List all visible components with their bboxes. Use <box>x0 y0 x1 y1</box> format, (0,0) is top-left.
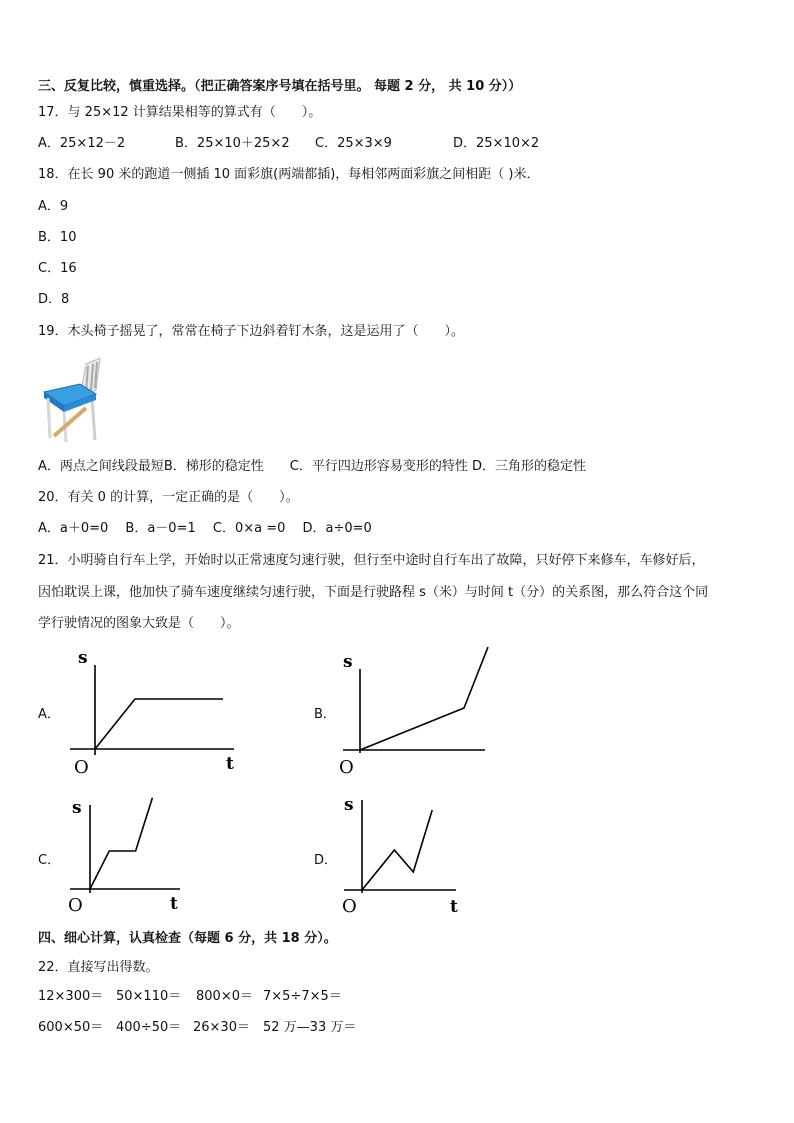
q21-line3: 学行驶情况的图象大致是（ ）。 <box>38 616 240 631</box>
q18-option-a: A．9 <box>38 199 69 214</box>
q22-r1-c4: 7×5÷7×5＝ <box>263 989 342 1004</box>
q20-options: A．a＋0=0 B．a－0=1 C．0×a =0 D．a÷0=0 <box>38 521 372 536</box>
graph-c-label: C． <box>38 853 61 868</box>
q17-option-c: C．25×3×9 <box>315 136 392 151</box>
graph-d-origin-label: O <box>342 896 357 915</box>
q22-r1-c3: 800×0＝ <box>196 989 253 1004</box>
q17-option-d: D．25×10×2 <box>453 136 540 151</box>
graph-a <box>62 645 242 775</box>
q18-option-d: D．8 <box>38 292 70 307</box>
graph-a-s-label: s <box>78 648 88 668</box>
graph-a-t-label: t <box>226 754 234 774</box>
q22-stem: 22．直接写出得数。 <box>38 960 159 975</box>
q17-options <box>38 135 539 153</box>
q20-stem: 20．有关 0 的计算，一定正确的是（ ）。 <box>38 490 299 505</box>
q21-line1: 21．小明骑自行车上学，开始时以正常速度匀速行驶，但行至中途时自行车出了故障，只好停下来修车，车修好后， <box>38 553 705 568</box>
q22-r2-c2: 400÷50＝ <box>116 1020 182 1035</box>
graph-a-line <box>95 699 223 749</box>
q19-options: A．两点之间线段最短B．梯形的稳定性 C．平行四边形容易变形的特性 D．三角形的稳定性 <box>38 459 587 474</box>
graph-c-origin-label: O <box>68 895 83 915</box>
q18-stem: 18．在长 90 米的跑道一侧插 10 面彩旗(两端都插)，每相邻两面彩旗之间相距（ )米． <box>38 167 540 182</box>
graph-b-s-label: s <box>343 652 353 672</box>
q22-r1-c2: 50×110＝ <box>116 989 182 1004</box>
q22-r2-c1: 600×50＝ <box>38 1020 104 1035</box>
graph-d <box>336 790 466 915</box>
q22-r2-c3: 26×30＝ <box>193 1020 250 1035</box>
graph-c <box>62 795 192 915</box>
graph-b <box>335 645 495 775</box>
graph-d-label: D． <box>314 853 338 868</box>
graph-d-s-label: s <box>344 795 354 815</box>
q17-stem: 17．与 25×12 计算结果相等的算式有（ ）。 <box>38 105 322 120</box>
q22-row2 <box>38 1019 356 1037</box>
q22-row1 <box>38 988 342 1006</box>
q18-option-c: C．16 <box>38 261 77 276</box>
graph-a-label: A． <box>38 707 60 722</box>
q17-option-a: A．25×12－2 <box>38 136 126 151</box>
graph-d-line <box>362 810 432 890</box>
graph-a-origin-label: O <box>74 757 89 775</box>
section3-title: 三、反复比较，慎重选择。（把正确答案序号填在括号里。 每题 2 分， 共 10 分）） <box>38 79 522 94</box>
q21-line2: 因怕耽误上课，他加快了骑车速度继续匀速行驶，下面是行驶路程 s（米）与时间 t（分）的关系图，那么符合这个同 <box>38 585 709 600</box>
chair-illustration <box>40 356 110 444</box>
graph-b-label: B． <box>314 707 336 722</box>
q17-option-b: B．25×10＋25×2 <box>175 136 290 151</box>
q19-stem: 19．木头椅子摇晃了，常常在椅子下边斜着钉木条，这是运用了（ ）。 <box>38 324 465 339</box>
graph-b-origin-label: O <box>339 757 354 775</box>
q22-r1-c1: 12×300＝ <box>38 989 104 1004</box>
graph-b-line <box>360 647 488 750</box>
graph-c-t-label: t <box>170 894 178 914</box>
graph-c-line <box>90 798 152 889</box>
section4-title: 四、细心计算，认真检查（每题 6 分，共 18 分）。 <box>38 931 337 946</box>
graph-c-s-label: s <box>72 798 82 818</box>
q18-option-b: B．10 <box>38 230 77 245</box>
graph-d-t-label: t <box>450 897 458 915</box>
q22-r2-c4: 52 万—33 万＝ <box>263 1020 357 1035</box>
